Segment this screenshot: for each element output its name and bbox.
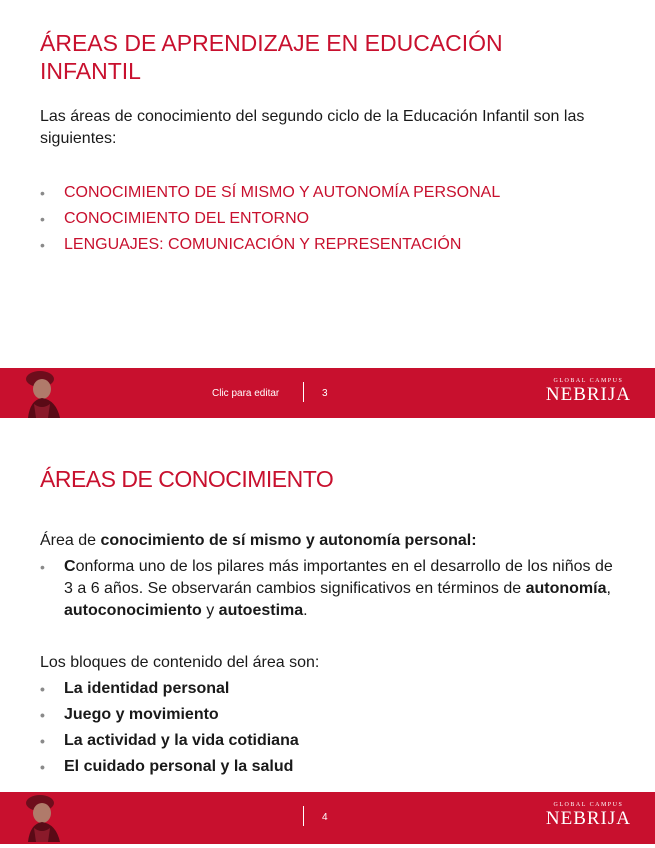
page-number: 3 — [322, 388, 328, 399]
areas-list — [40, 180, 500, 258]
list-item: • CONOCIMIENTO DEL ENTORNO — [40, 206, 500, 232]
bullet-icon: • — [40, 185, 45, 201]
slide-footer — [0, 792, 655, 844]
area-description — [40, 556, 620, 622]
intro-paragraph: Las áreas de conocimiento del segundo ciclo de la Educación Infantil son las siguientes: — [40, 108, 585, 147]
slide-3 — [0, 0, 655, 420]
portrait-icon — [18, 794, 70, 842]
bullet-icon: • — [40, 559, 45, 575]
bullet-icon: • — [40, 733, 45, 749]
slide-4 — [0, 424, 655, 848]
list-item: • La actividad y la vida cotidiana — [40, 728, 299, 754]
bullet-icon: • — [40, 707, 45, 723]
bullet-icon: • — [40, 211, 45, 227]
list-item: • CONOCIMIENTO DE SÍ MISMO Y AUTONOMÍA PERSONAL — [40, 180, 500, 206]
list-item: • El cuidado personal y la salud — [40, 754, 299, 780]
portrait-icon — [18, 370, 70, 418]
brand-subtitle: GLOBAL CAMPUS — [553, 378, 624, 384]
content-blocks-list — [40, 676, 299, 780]
area-heading: Área de conocimiento de sí mismo y autonomía personal: — [40, 532, 477, 549]
footer-divider — [303, 806, 304, 826]
slide-title: ÁREAS DE CONOCIMIENTO — [40, 466, 334, 492]
brand-logo — [546, 378, 631, 406]
list-item: • Juego y movimiento — [40, 702, 299, 728]
list-item: • La identidad personal — [40, 676, 299, 702]
list-item: • Conforma uno de los pilares más importantes en el desarrollo de los niños de 3 a 6 años. Se observarán cambios significativos en términos de autonomía, autoconocimiento y autoestima. — [40, 558, 613, 619]
page-number: 4 — [322, 812, 328, 823]
bullet-icon: • — [40, 681, 45, 697]
brand-logo — [546, 802, 631, 830]
slide-footer — [0, 368, 655, 418]
footer-divider — [303, 382, 304, 402]
blocks-intro: Los bloques de contenido del área son: — [40, 654, 320, 671]
slide-title: ÁREAS DE APRENDIZAJE EN EDUCACIÓN INFANTIL — [40, 30, 503, 84]
bullet-icon: • — [40, 237, 45, 253]
bullet-icon: • — [40, 759, 45, 775]
brand-name: NEBRIJA — [545, 808, 631, 829]
brand-subtitle: GLOBAL CAMPUS — [553, 802, 624, 808]
edit-placeholder[interactable]: Clic para editar — [212, 388, 280, 399]
brand-name: NEBRIJA — [545, 384, 631, 405]
list-item: • LENGUAJES: COMUNICACIÓN Y REPRESENTACIÓN — [40, 232, 500, 258]
